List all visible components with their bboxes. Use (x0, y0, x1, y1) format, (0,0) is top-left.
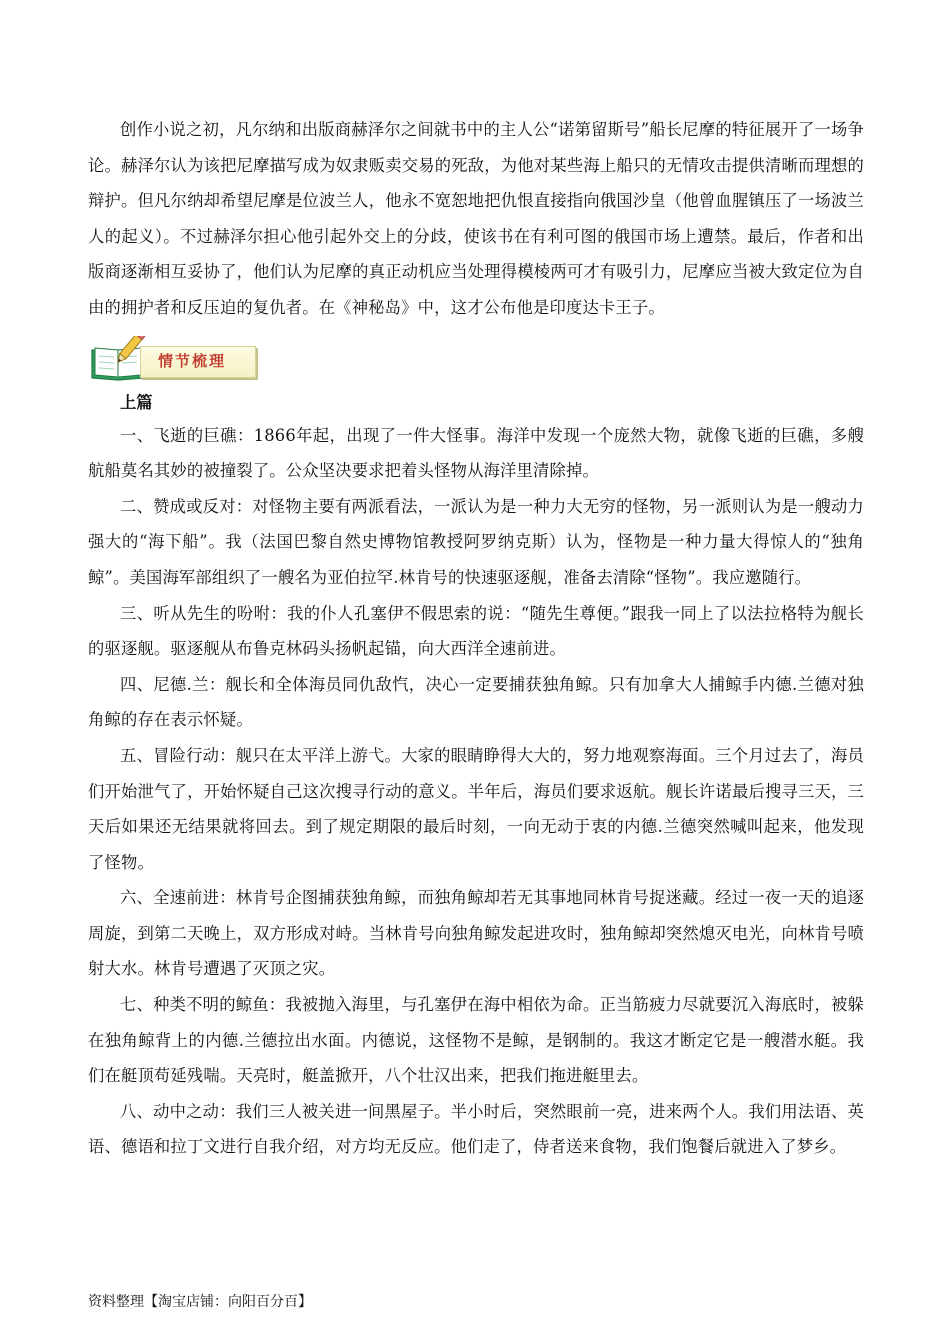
intro-paragraph: 创作小说之初，凡尔纳和出版商赫泽尔之间就书中的主人公“诺第留斯号”船长尼摩的特征展开了一场争论。赫泽尔认为该把尼摩描写成为奴隶贩卖交易的死敌，为他对某些海上船只的无情攻击提供清晰而理想的辩护。但凡尔纳却希望尼摩是位波兰人，他永不宽恕地把仇恨直接指向俄国沙皇（他曾血腥镇压了一场波兰人的起义）。不过赫泽尔担心他引起外交上的分歧，使该书在有利可图的俄国市场上遭禁。最后，作者和出版商逐渐相互妥协了，他们认为尼摩的真正动机应当处理得模棱两可才有吸引力，尼摩应当被大致定位为自由的拥护者和反压迫的复仇者。在《神秘岛》中，这才公布他是印度达卡王子。 (88, 120, 864, 317)
plot-item: 八、动中之动：我们三人被关进一间黑屋子。半小时后，突然眼前一亮，进来两个人。我们用法语、英语、德语和拉丁文进行自我介绍，对方均无反应。他们走了，侍者送来食物，我们饱餐后就进入了梦乡。 (88, 1101, 864, 1157)
page-footer: 资料整理【淘宝店铺：向阳百分百】 (88, 1294, 312, 1310)
plot-item: 三、听从先生的吩咐：我的仆人孔塞伊不假思索的说：“随先生尊便。”跟我一同上了以法拉格特为舰长的驱逐舰。驱逐舰从布鲁克林码头扬帆起锚，向大西洋全速前进。 (88, 603, 864, 659)
section-banner (88, 336, 864, 388)
section-title: 情节梳理 (158, 351, 227, 370)
book-pencil-icon (88, 336, 148, 382)
plot-item: 七、种类不明的鲸鱼：我被抛入海里，与孔塞伊在海中相依为命。正当筋疲力尽就要沉入海底时，被躲在独角鲸背上的内德.兰德拉出水面。内德说，这怪物不是鲸，是钢制的。我这才断定它是一艘潜水艇。我们在艇顶苟延残喘。天亮时，艇盖掀开，八个壮汉出来，把我们拖进艇里去。 (88, 995, 864, 1086)
part-heading: 上篇 (120, 392, 153, 412)
plot-item: 六、全速前进：林肯号企图捕获独角鲸，而独角鲸却若无其事地同林肯号捉迷藏。经过一夜一天的追逐周旋，到第二天晚上，双方形成对峙。当林肯号向独角鲸发起进攻时，独角鲸却突然熄灭电光，向林肯号喷射大水。林肯号遭遇了灭顶之灾。 (88, 888, 864, 979)
plot-item: 二、赞成或反对：对怪物主要有两派看法，一派认为是一种力大无穷的怪物，另一派则认为是一艘动力强大的“海下船”。我（法国巴黎自然史博物馆教授阿罗纳克斯）认为，怪物是一种力量大得惊人的“独角鲸”。美国海军部组织了一艘名为亚伯拉罕.林肯号的快速驱逐舰，准备去清除“怪物”。我应邀随行。 (88, 496, 864, 587)
plot-item: 五、冒险行动：舰只在太平洋上游弋。大家的眼睛睁得大大的，努力地观察海面。三个月过去了，海员们开始泄气了，开始怀疑自己这次搜寻行动的意义。半年后，海员们要求返航。舰长许诺最后搜寻三天，三天后如果还无结果就将回去。到了规定期限的最后时刻，一向无动于衷的内德.兰德突然喊叫起来，他发现了怪物。 (88, 745, 864, 872)
plot-item: 四、尼德.兰：舰长和全体海员同仇敌忾，决心一定要捕获独角鲸。只有加拿大人捕鲸手内德.兰德对独角鲸的存在表示怀疑。 (88, 674, 864, 730)
document-body (88, 112, 864, 1165)
plot-item: 一、飞逝的巨礁：1866年起，出现了一件大怪事。海洋中发现一个庞然大物，就像飞逝的巨礁，多艘航船莫名其妙的被撞裂了。公众坚决要求把着头怪物从海洋里清除掉。 (88, 425, 864, 481)
